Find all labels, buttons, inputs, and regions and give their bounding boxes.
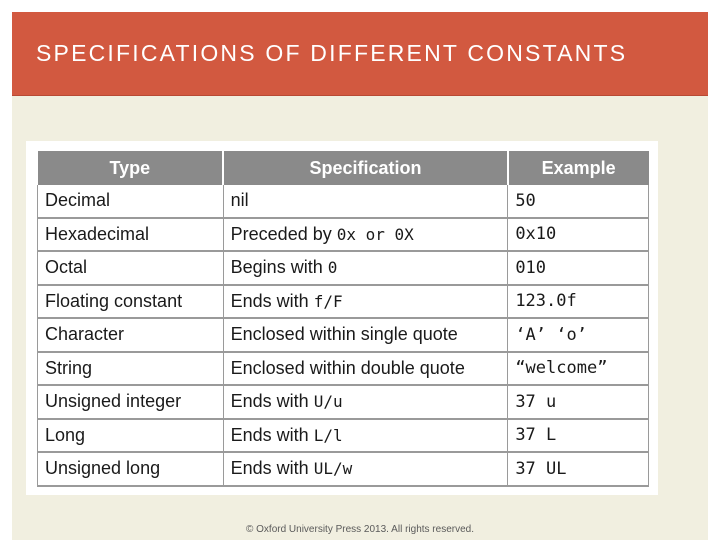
type-cell: Floating constant: [38, 285, 224, 319]
table-row: [38, 352, 649, 386]
example-cell: 50: [508, 185, 649, 218]
type-cell: String: [38, 352, 224, 386]
specification-text: Ends with: [230, 458, 314, 479]
table-header-row: [38, 151, 649, 185]
specification-cell: [223, 251, 508, 285]
specification-text: nil: [230, 190, 249, 211]
table-row: [38, 285, 649, 319]
specification-cell: [223, 419, 508, 453]
specification-code: 0: [327, 258, 338, 278]
specification-cell: [223, 452, 508, 486]
table-row: [38, 318, 649, 352]
example-cell: 0x10: [508, 218, 649, 252]
specification-code: L/l: [313, 425, 343, 445]
table-row: [38, 419, 649, 453]
example-cell: 37 u: [508, 385, 649, 419]
specification-text: Enclosed within single quote: [230, 324, 458, 345]
specification-code: f/F: [313, 291, 343, 311]
example-cell: “welcome”: [508, 352, 649, 386]
specification-text: Ends with: [230, 391, 314, 412]
column-header-type: Type: [38, 151, 224, 185]
specification-text: Ends with: [230, 290, 314, 311]
type-cell: Decimal: [38, 185, 224, 218]
constants-table: [37, 151, 649, 487]
specification-text: Preceded by: [230, 223, 337, 244]
specification-cell: [223, 352, 508, 386]
example-cell: 123.0f: [508, 285, 649, 319]
example-cell: 37 L: [508, 419, 649, 453]
table-row: [38, 185, 649, 218]
slide-title: SPECIFICATIONS OF DIFFERENT CONSTANTS: [36, 40, 628, 66]
specification-text: Enclosed within double quote: [230, 357, 465, 378]
type-cell: Unsigned integer: [38, 385, 224, 419]
type-cell: Unsigned long: [38, 452, 224, 486]
specification-code: 0x or 0X: [336, 224, 414, 244]
table-row: [38, 251, 649, 285]
type-cell: Long: [38, 419, 224, 453]
example-cell: 010: [508, 251, 649, 285]
specification-cell: [223, 285, 508, 319]
specification-text: Begins with: [230, 257, 328, 278]
specification-cell: [223, 218, 508, 252]
table-row: [38, 452, 649, 486]
specification-text: Ends with: [230, 424, 314, 445]
specification-cell: [223, 385, 508, 419]
type-cell: Octal: [38, 251, 224, 285]
column-header-example: Example: [508, 151, 649, 185]
specification-cell: [223, 185, 508, 218]
column-header-specification: Specification: [223, 151, 508, 185]
table-row: [38, 218, 649, 252]
table-row: [38, 385, 649, 419]
copyright-footer: © Oxford University Press 2013. All rights reserved.: [245, 524, 474, 535]
type-cell: Hexadecimal: [38, 218, 224, 252]
specification-code: U/u: [313, 392, 343, 412]
example-cell: ‘A’ ‘o’: [508, 318, 649, 352]
specification-code: UL/w: [313, 459, 353, 479]
specification-cell: [223, 318, 508, 352]
type-cell: Character: [38, 318, 224, 352]
example-cell: 37 UL: [508, 452, 649, 486]
